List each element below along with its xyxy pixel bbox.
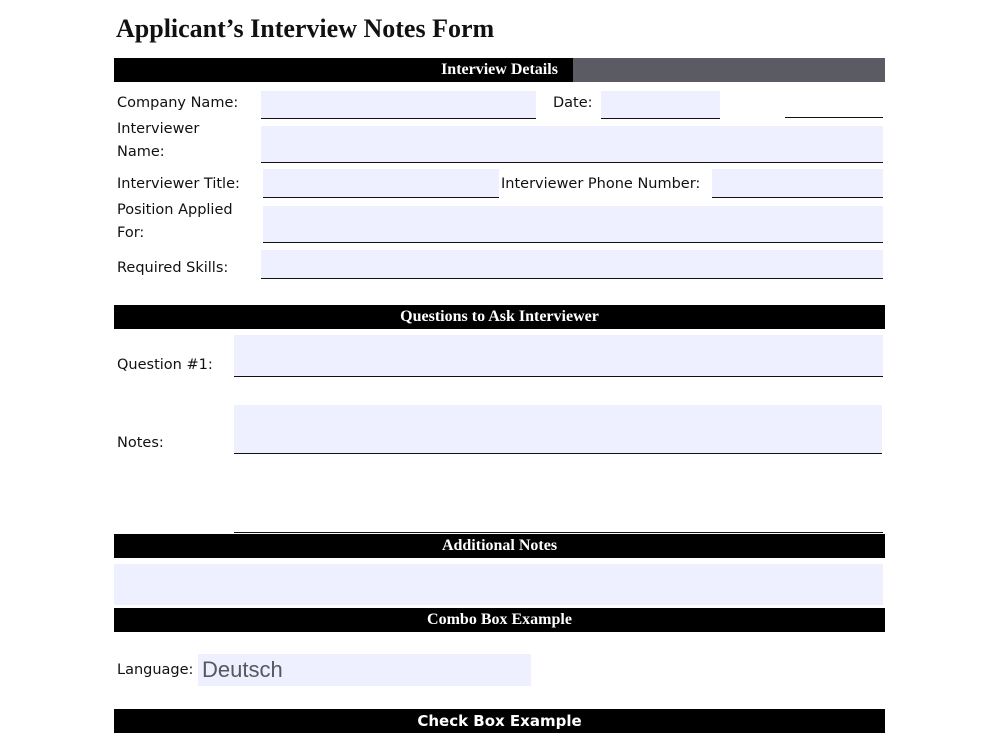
question1-input[interactable] <box>234 335 883 377</box>
interviewer-name-label-line2: Name: <box>117 144 165 160</box>
section-header-label: Additional Notes <box>441 537 558 554</box>
language-label: Language: <box>117 662 194 678</box>
date-label: Date: <box>553 95 593 111</box>
notes-label: Notes: <box>117 435 164 451</box>
section-header-additional-notes <box>114 534 885 558</box>
position-applied-label-line1: Position Applied <box>117 202 233 218</box>
required-skills-label: Required Skills: <box>117 260 229 276</box>
question1-label: Question #1: <box>117 357 213 373</box>
additional-notes-input[interactable] <box>114 564 883 605</box>
interviewer-name-input[interactable] <box>261 126 883 163</box>
company-name-input[interactable] <box>261 91 536 119</box>
position-applied-label-line2: For: <box>117 225 145 241</box>
interviewer-name-label-line1: Interviewer <box>117 121 200 137</box>
position-applied-input[interactable] <box>263 206 883 243</box>
date-extra-underline <box>785 117 883 118</box>
language-combo-box[interactable]: Deutsch <box>198 654 531 686</box>
interviewer-title-input[interactable] <box>263 169 499 198</box>
section-header-label: Questions to Ask Interviewer <box>400 308 599 325</box>
section-header-checkbox-example <box>114 709 885 733</box>
interviewer-phone-label: Interviewer Phone Number: <box>501 176 701 192</box>
notes-input[interactable] <box>234 405 882 454</box>
date-input[interactable] <box>601 91 720 119</box>
section-header-combo-example <box>114 608 885 632</box>
section-header-label: Combo Box Example <box>427 611 572 628</box>
interviewer-title-label: Interviewer Title: <box>117 176 240 192</box>
section-header-interview-details <box>114 58 885 82</box>
section-header-label: Interview Details <box>441 61 558 78</box>
interviewer-phone-input[interactable] <box>712 169 883 198</box>
company-name-label: Company Name: <box>117 95 239 111</box>
required-skills-input[interactable] <box>261 250 883 279</box>
notes-bottom-underline <box>234 532 883 533</box>
section-header-questions <box>114 305 885 329</box>
section-header-accent <box>573 58 885 82</box>
section-header-label: Check Box Example <box>417 712 582 730</box>
form-title: Applicant’s Interview Notes Form <box>116 14 495 43</box>
